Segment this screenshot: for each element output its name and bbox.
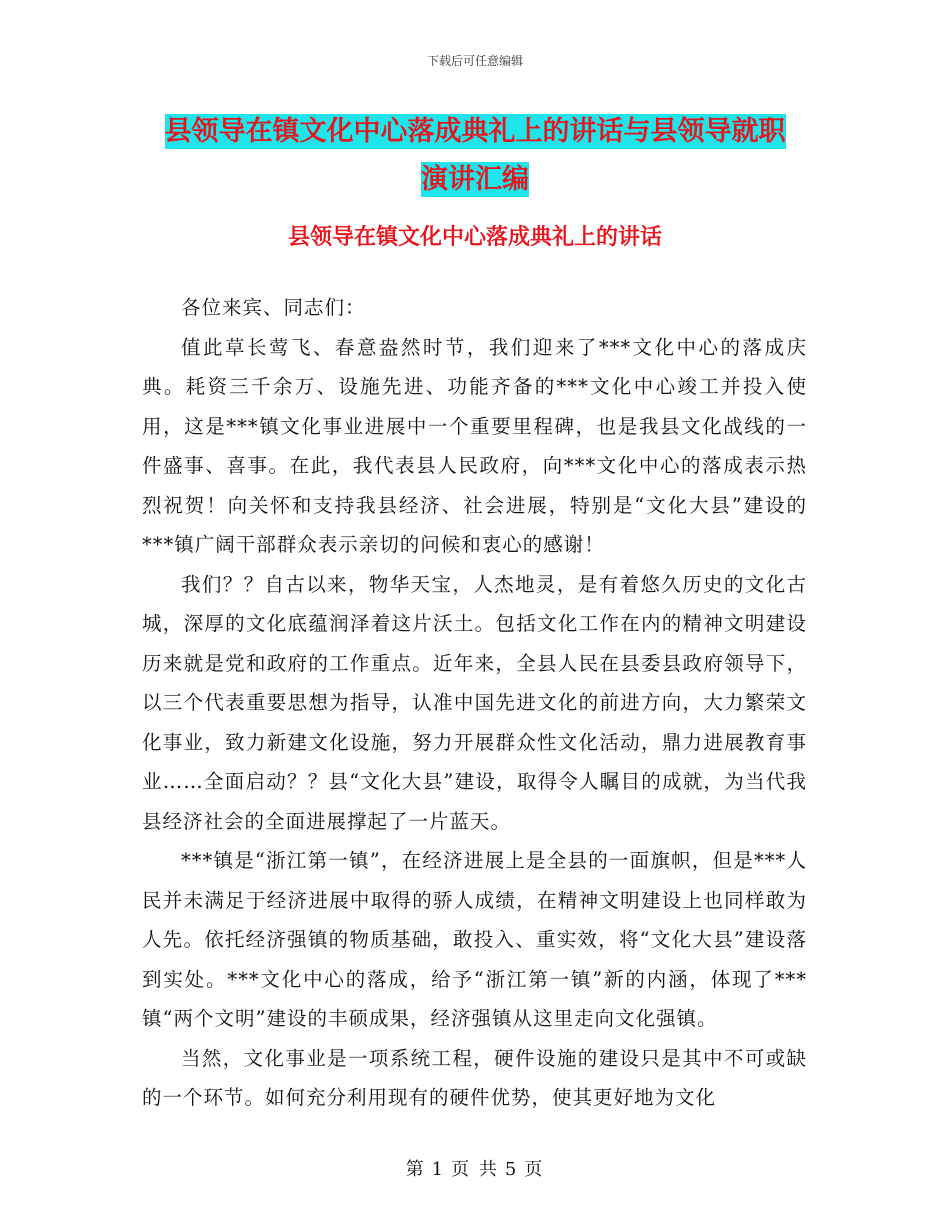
- body-paragraph: ***镇是“浙江第一镇”，在经济进展上是全县的一面旗帜，但是***人民并未满足于经济进展中取得的骄人成绩，在精神文明建设上也同样敢为人先。依托经济强镇的物质基础，敢投入、重实效，将“文化大县”建设落到实处。***文化中心的落成，给予“浙江第一镇”新的内涵，体现了***镇“两个文明”建设的丰硕成果，经济强镇从这里走向文化强镇。: [142, 849, 807, 1030]
- footer-prefix: 第: [405, 1159, 426, 1180]
- body-paragraph: 值此草长莺飞、春意盎然时节，我们迎来了***文化中心的落成庆典。耗资三千余万、设施先进、功能齐备的***文化中心竣工并投入使用，这是***镇文化事业进展中一个重要里程碑，也是我县文化战线的一件盛事、喜事。在此，我代表县人民政府，向***文化中心的落成表示热烈祝贺！向关怀和支持我县经济、社会进展，特别是“文化大县”建设的***镇广阔干部群众表示亲切的问候和衷心的感谢！: [142, 335, 807, 556]
- page-footer: [0, 1155, 950, 1181]
- section-title: 县领导在镇文化中心落成典礼上的讲话: [287, 224, 662, 250]
- document-title-line-1: 县领导在镇文化中心落成典礼上的讲话与县领导就职: [164, 116, 786, 147]
- footer-middle: 页 共: [451, 1159, 499, 1180]
- salutation-paragraph: 各位来宾、同志们：: [181, 296, 366, 319]
- footer-total-pages: 5: [504, 1159, 519, 1180]
- document-title-line-2: 演讲汇编: [421, 164, 529, 195]
- body-paragraph: 我们？？自古以来，物华天宝，人杰地灵，是有着悠久历史的文化古城，深厚的文化底蕴润泽着这片沃土。包括文化工作在内的精神文明建设历来就是党和政府的工作重点。近年来，全县人民在县委县政府领导下，以三个代表重要思想为指导，认准中国先进文化的前进方向，大力繁荣文化事业，致力新建文化设施，努力开展群众性文化活动，鼎力进展教育事业……全面启动？？县“文化大县”建设，取得令人瞩目的成就，为当代我县经济社会的全面进展撑起了一片蓝天。: [142, 572, 807, 833]
- page-header-note: 下载后可任意编辑: [426, 54, 523, 68]
- footer-page-number: 1: [431, 1159, 446, 1180]
- document-body: [142, 288, 807, 1118]
- body-paragraph: 当然，文化事业是一项系统工程，硬件设施的建设只是其中不可或缺的一个环节。如何充分利用现有的硬件优势，使其更好地为文化: [142, 1046, 807, 1109]
- footer-suffix: 页: [524, 1159, 545, 1180]
- document-title: [0, 108, 950, 204]
